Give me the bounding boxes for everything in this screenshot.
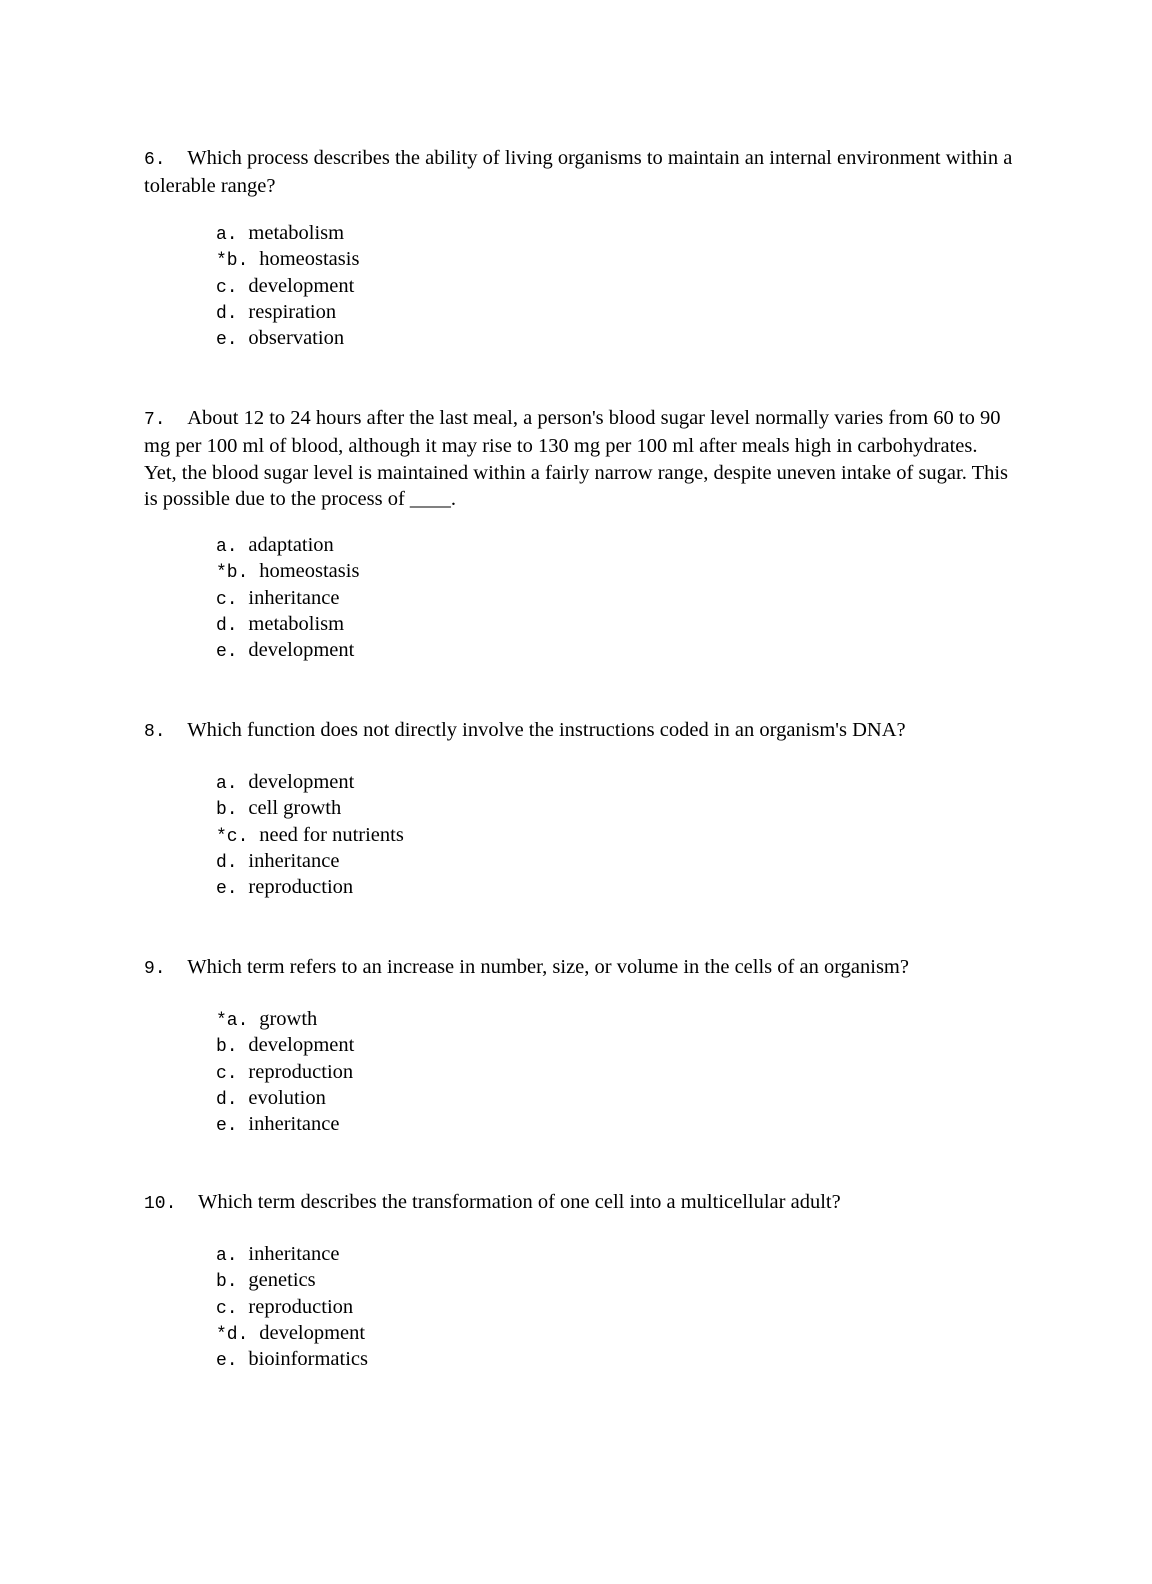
question-6 — [144, 145, 1014, 351]
question-number: 10. — [144, 1194, 177, 1214]
option-c: c. reproduction — [216, 1060, 354, 1084]
question-text — [144, 717, 1014, 745]
question-8 — [144, 717, 1014, 900]
answer-options — [216, 1241, 368, 1372]
option-c: c. inheritance — [216, 586, 340, 610]
question-prompt: About 12 to 24 hours after the last meal, a person's blood sugar level normally varies from 60 to 90 mg per 100 ml of blood, although it may rise to 130 mg per 100 ml after meals high in carbohydrates. Yet, the blood sugar level is maintained within a fairly narrow range, despite uneven intake of sugar. This is possible due to the process of ____. — [144, 407, 1009, 510]
question-10 — [144, 1189, 1014, 1372]
question-prompt: Which function does not directly involve the instructions coded in an organism's DNA? — [187, 719, 906, 741]
question-number: 6. — [144, 150, 166, 170]
question-9 — [144, 954, 1014, 1137]
option-c: c. reproduction — [216, 1295, 354, 1319]
question-text — [144, 405, 1014, 512]
option-e: e. reproduction — [216, 876, 354, 900]
option-e: e. development — [216, 639, 355, 663]
question-prompt: Which process describes the ability of living organisms to maintain an internal environment within a tolerable range? — [144, 147, 1013, 198]
option-b: b. cell growth — [216, 797, 342, 821]
option-e: e. bioinformatics — [216, 1348, 368, 1372]
option-d: d. respiration — [216, 300, 337, 324]
option-d: d. metabolism — [216, 612, 345, 636]
option-a: a. adaptation — [216, 534, 334, 557]
answer-options — [216, 532, 359, 663]
question-number: 7. — [144, 410, 166, 430]
option-b: b. genetics — [216, 1269, 316, 1293]
question-text — [144, 954, 1014, 982]
option-a: a. inheritance — [216, 1243, 340, 1266]
option-b-correct: *b. homeostasis — [216, 560, 360, 584]
option-d: d. inheritance — [216, 849, 340, 873]
question-text — [144, 1189, 1014, 1217]
option-e: e. inheritance — [216, 1113, 340, 1137]
answer-options — [216, 769, 404, 900]
option-a: a. development — [216, 771, 355, 794]
question-text — [144, 145, 1014, 200]
question-7 — [144, 405, 1014, 663]
option-d-correct: *d. development — [216, 1321, 366, 1345]
option-c: c. development — [216, 274, 355, 298]
answer-options — [216, 1006, 354, 1137]
option-b: b. development — [216, 1034, 355, 1058]
option-c-correct: *c. need for nutrients — [216, 823, 404, 847]
option-e: e. observation — [216, 327, 345, 351]
option-a: a. metabolism — [216, 222, 345, 245]
question-number: 8. — [144, 722, 166, 742]
question-prompt: Which term describes the transformation of one cell into a multicellular adult? — [198, 1191, 841, 1213]
question-prompt: Which term refers to an increase in number, size, or volume in the cells of an organism? — [187, 956, 909, 978]
option-b-correct: *b. homeostasis — [216, 248, 360, 272]
option-d: d. evolution — [216, 1086, 326, 1110]
answer-options — [216, 220, 359, 351]
question-number: 9. — [144, 959, 166, 979]
option-a-correct: *a. growth — [216, 1008, 318, 1031]
